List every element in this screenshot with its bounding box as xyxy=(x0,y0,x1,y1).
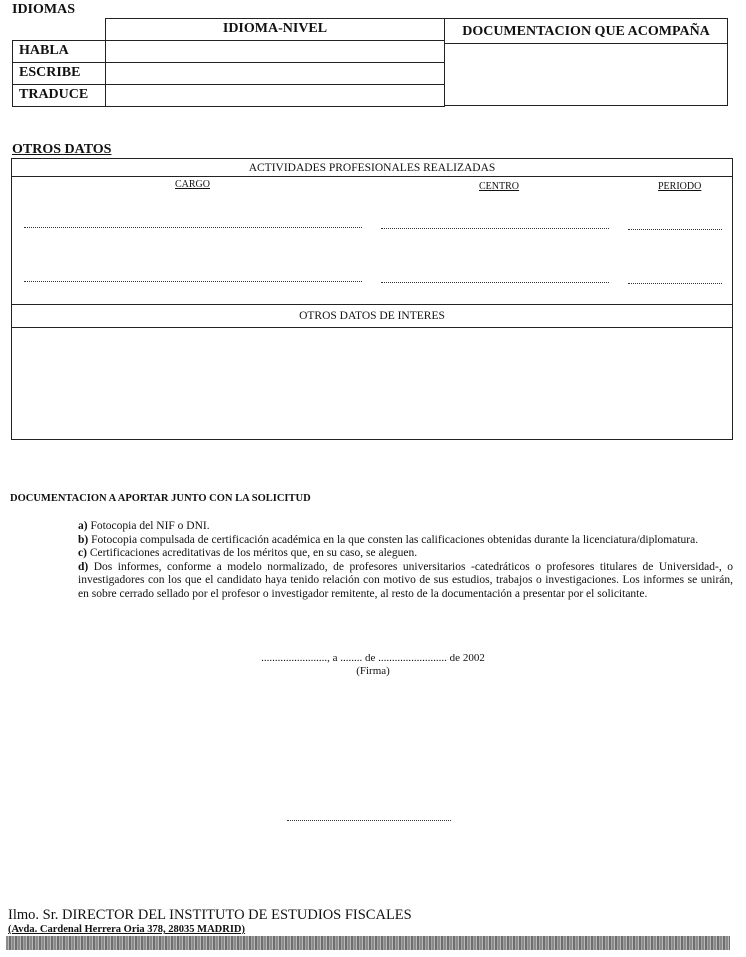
documentacion-acompana-header: DOCUMENTACION QUE ACOMPAÑA xyxy=(445,19,727,44)
idiomas-table xyxy=(12,18,445,107)
periodo-field-2[interactable] xyxy=(628,283,722,284)
otros-datos-title: OTROS DATOS xyxy=(12,142,112,157)
actividades-header: ACTIVIDADES PROFESIONALES REALIZADAS xyxy=(12,159,732,177)
place-date-line[interactable] xyxy=(0,652,746,664)
place-date-text: ........................, a ........ de ......................... de 2002 xyxy=(261,652,485,664)
documentacion-title: DOCUMENTACION A APORTAR JUNTO CON LA SOLICITUD xyxy=(10,493,311,504)
habla-label: HABLA xyxy=(13,40,106,62)
firma-label: (Firma) xyxy=(356,665,390,677)
cargo-column-header: CARGO xyxy=(175,179,211,190)
traduce-field[interactable] xyxy=(106,84,445,106)
address-line: (Avda. Cardenal Herrera Oria 378, 28035 MADRID) xyxy=(8,924,245,935)
list-item: a) Fotocopia del NIF o DNI. xyxy=(78,520,210,532)
footer-band xyxy=(6,936,730,950)
otros-datos-box xyxy=(11,158,733,440)
signature-line[interactable] xyxy=(287,820,451,821)
cargo-field-2[interactable] xyxy=(24,281,362,282)
documentacion-acompana-box[interactable] xyxy=(445,18,728,106)
list-item: c) Certificaciones acreditativas de los méritos que, en su caso, se aleguen. xyxy=(78,547,418,559)
list-item: b) Fotocopia compulsada de certificación académica en la que consten las calificaciones obtenidas durante la licenciatura/diplomatura. xyxy=(78,533,699,546)
traduce-label: TRADUCE xyxy=(13,84,106,106)
otros-datos-interes-header: OTROS DATOS DE INTERES xyxy=(12,304,732,328)
centro-column-header: CENTRO xyxy=(479,181,519,192)
otros-datos-interes-field[interactable] xyxy=(12,329,732,439)
escribe-label: ESCRIBE xyxy=(13,62,106,84)
list-item: d) Dos informes, conforme a modelo normalizado, de profesores universitarios -catedráticos o profesores titulares de Universidad-, o investigadores con los que el candidato haya tenido relación con motivo de sus estudios, trabajos o investigaciones. Los informes se unirán, en sobre cerrado sellado por el profesor o investigador remitente, al resto de la documentación a presentar por el solicitante. xyxy=(78,560,733,600)
documentacion-list xyxy=(78,520,733,601)
escribe-field[interactable] xyxy=(106,62,445,84)
centro-field-2[interactable] xyxy=(381,282,609,283)
idioma-nivel-header: IDIOMA-NIVEL xyxy=(106,19,445,41)
idiomas-title: IDIOMAS xyxy=(12,2,76,17)
periodo-field-1[interactable] xyxy=(628,229,722,230)
cargo-field-1[interactable] xyxy=(24,227,362,228)
habla-field[interactable] xyxy=(106,40,445,62)
addressee-line: Ilmo. Sr. DIRECTOR DEL INSTITUTO DE ESTUDIOS FISCALES xyxy=(8,907,412,923)
periodo-column-header: PERIODO xyxy=(658,181,702,192)
centro-field-1[interactable] xyxy=(381,228,609,229)
